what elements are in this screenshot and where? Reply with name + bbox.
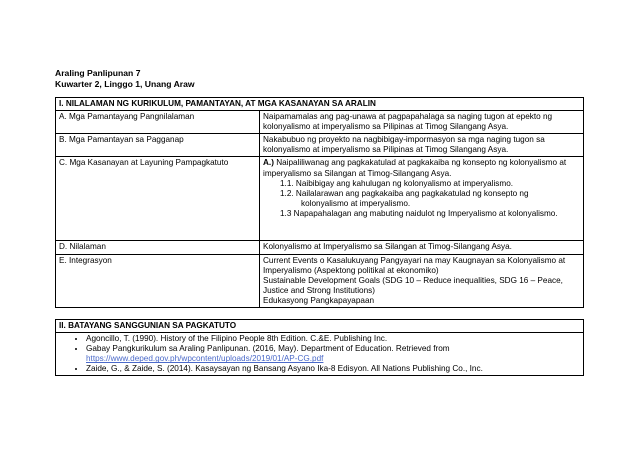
section-title-row xyxy=(56,98,584,111)
row-content xyxy=(260,157,584,241)
learning-objective-main: A.) Naipaliliwanag ang pagkakatulad at pagkakaiba ng konsepto ng kolonyalismo at imperyalismo sa Silangan at Timog-Silangang Asya. xyxy=(263,158,567,178)
objective-marker: A.) xyxy=(263,158,274,168)
list-item: • Agoncillo, T. (1990). History of the Filipino People 8th Edition. C.&E. Publishing Inc. xyxy=(86,334,580,344)
section-title-row xyxy=(56,320,584,333)
table-row xyxy=(56,241,584,254)
table-row xyxy=(56,333,584,376)
row-label: D. Nilalaman xyxy=(56,241,260,254)
row-content xyxy=(260,254,584,307)
row-label: E. Integrasyon xyxy=(56,254,260,307)
references-list-cell xyxy=(56,333,584,376)
table-row xyxy=(56,134,584,157)
row-content: Kolonyalismo at Imperyalismo sa Silangan at Timog-Silangang Asya. xyxy=(260,241,584,254)
list-item: • Zaide, G., & Zaide, S. (2014). Kasaysayan ng Bansang Asyano Ika-8 Edisyon. All Nations Publishing Co., Inc. xyxy=(86,364,580,374)
references-list xyxy=(59,334,580,374)
table-row xyxy=(56,111,584,134)
objective-item: 1.2. Nailalarawan ang pagkakaiba ang pagkakatulad ng konsepto ng xyxy=(280,188,529,198)
row-label: C. Mga Kasanayan at Layuning Pampagkatuto xyxy=(56,157,260,241)
references-table xyxy=(55,319,584,376)
row-content: Nakabubuo ng proyekto na nagbibigay-impormasyon sa mga naging tugon sa kolonyalismo at imperyalismo sa Pilipinas at Timog Silangang Asya. xyxy=(260,134,584,157)
objective-item: 1.1. Naibibigay ang kahulugan ng kolonyalismo at imperyalismo. xyxy=(280,178,514,188)
list-item: • Gabay Pangkurikulum sa Araling Panlipunan. (2016, May). Department of Education. Retrieved from https://www.deped.gov.ph/wpcontent/uploads/2019/01/AP-CG.pdf xyxy=(86,344,580,364)
quarter-week-day: Kuwarter 2, Linggo 1, Unang Araw xyxy=(55,79,195,89)
curriculum-table xyxy=(55,97,584,308)
row-content: Naipamamalas ang pag-unawa at pagpapahalaga sa naging tugon at epekto ng kolonyalismo at imperyalismo sa Pilipinas at Timog Silangang Asya. xyxy=(260,111,584,134)
integration-line: Sustainable Development Goals (SDG 10 – Reduce inequalities, SDG 16 – Peace, Justice and Strong Institutions) xyxy=(263,275,563,295)
subject-title: Araling Panlipunan 7 xyxy=(55,68,141,78)
document-header xyxy=(55,68,195,90)
integration-line: Edukasyong Pangkapayapaan xyxy=(263,295,375,305)
objective-item-continued: kolonyalismo at imperyalismo. xyxy=(301,198,411,208)
section-title: II. BATAYANG SANGGUNIAN SA PAGKATUTO xyxy=(56,320,584,333)
table-row xyxy=(56,254,584,307)
integration-line: Current Events o Kasalukuyang Pangyayari na may Kaugnayan sa Kolonyalismo at Imperyalismo (Aspektong politikal at ekonomiko) xyxy=(263,255,566,275)
table-row xyxy=(56,157,584,241)
row-label: A. Mga Pamantayang Pangnilalaman xyxy=(56,111,260,134)
row-label: B. Mga Pamantayan sa Pagganap xyxy=(56,134,260,157)
objective-item: 1.3 Napapahalagan ang mabuting naidulot ng Imperyalismo at kolonyalismo. xyxy=(280,208,558,218)
reference-link[interactable]: https://www.deped.gov.ph/wpcontent/uploads/2019/01/AP-CG.pdf xyxy=(86,354,324,364)
section-title: I. NILALAMAN NG KURIKULUM, PAMANTAYAN, AT MGA KASANAYAN SA ARALIN xyxy=(56,98,584,111)
